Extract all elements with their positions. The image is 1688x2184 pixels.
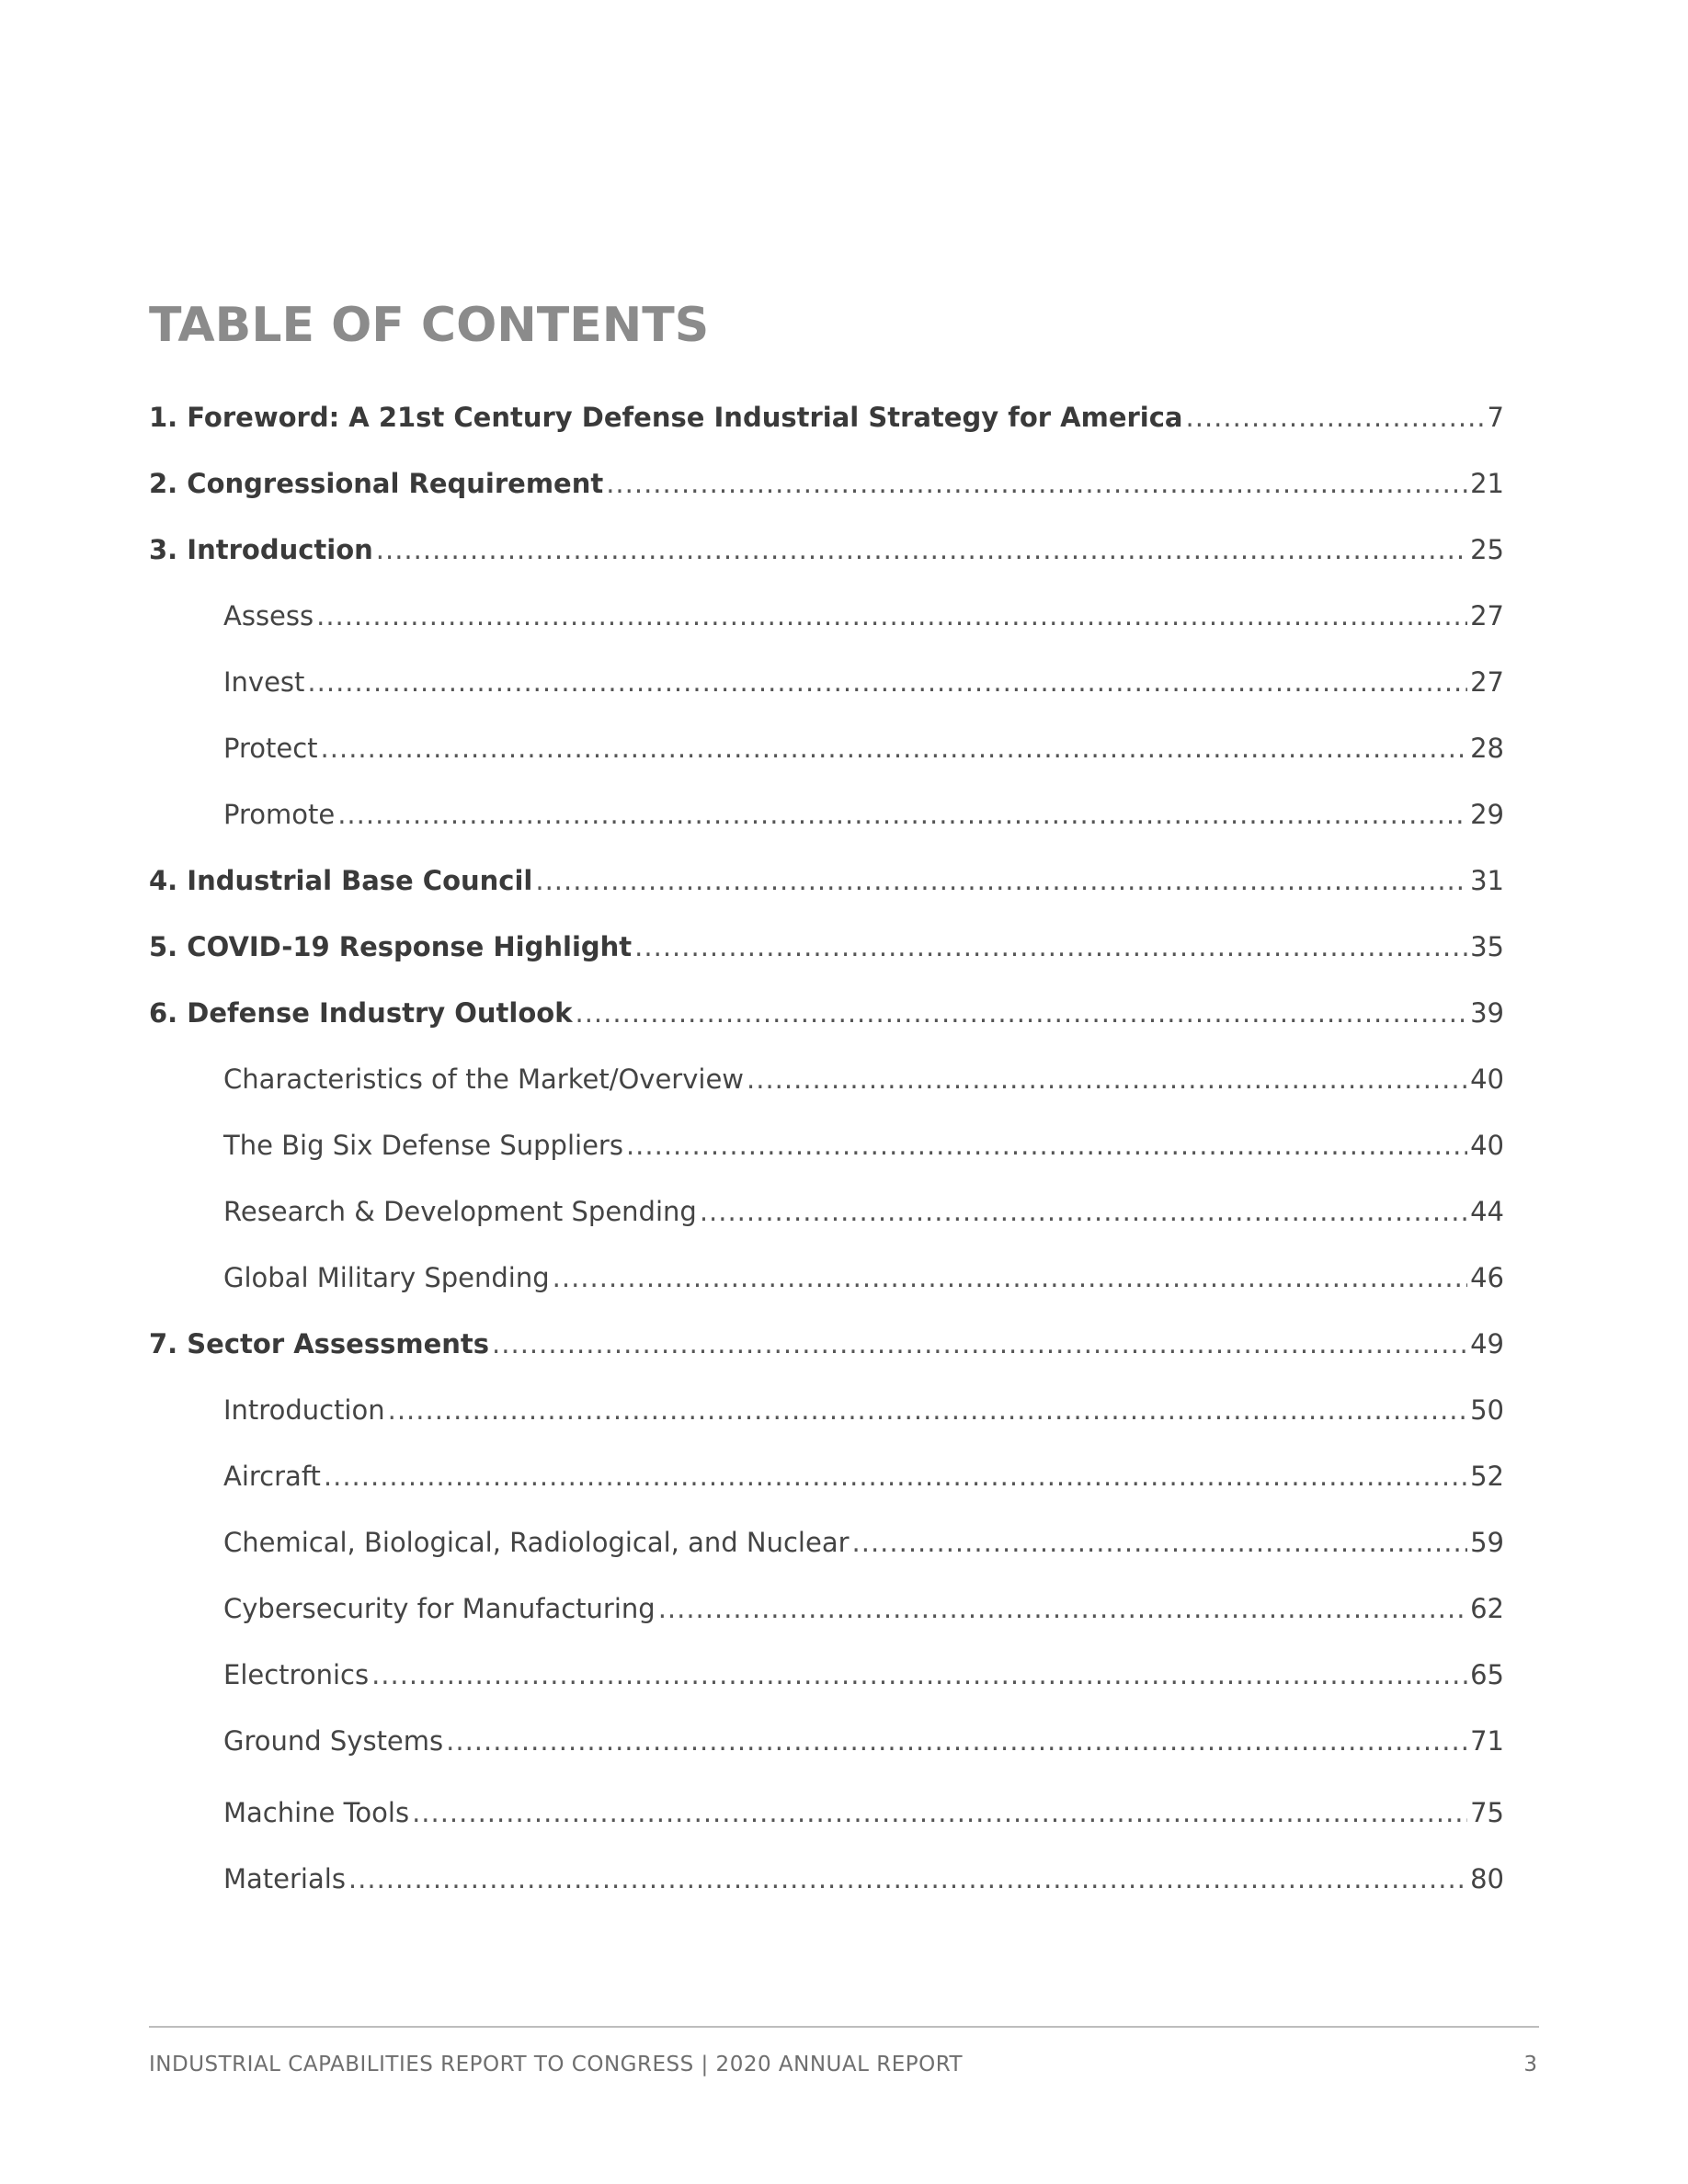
toc-dot-leader [388, 1397, 1467, 1424]
toc-entry-page-number: 49 [1470, 1328, 1504, 1359]
toc-dot-leader [852, 1530, 1468, 1556]
toc-section-entry[interactable] [149, 404, 1504, 471]
toc-dot-leader [307, 669, 1467, 696]
toc-entry-page-number: 50 [1470, 1394, 1504, 1426]
toc-entry-page-number: 39 [1470, 997, 1504, 1029]
footer-report-title: INDUSTRIAL CAPABILITIES REPORT TO CONGRESS | 2020 ANNUAL REPORT [149, 2053, 964, 2076]
toc-subsection-entry[interactable] [149, 1725, 1504, 1794]
toc-dot-leader [412, 1800, 1467, 1826]
toc-entry-page-number: 7 [1487, 402, 1504, 433]
toc-section-entry[interactable] [149, 534, 1504, 603]
toc-dot-leader [446, 1728, 1467, 1755]
toc-subsection-entry[interactable] [149, 1394, 1504, 1463]
toc-dot-leader [658, 1596, 1467, 1622]
toc-dot-leader [606, 471, 1467, 497]
toc-entry-label: Ground Systems [223, 1725, 444, 1757]
toc-entry-label: Research & Development Spending [223, 1196, 697, 1227]
toc-section-entry[interactable] [149, 997, 1504, 1066]
toc-dot-leader [1186, 404, 1485, 431]
toc-subsection-entry[interactable] [149, 1066, 1504, 1132]
toc-entry-page-number: 29 [1470, 799, 1504, 830]
toc-entry-label: Electronics [223, 1659, 370, 1690]
toc-entry-label: Cybersecurity for Manufacturing [223, 1593, 656, 1624]
toc-subsection-entry[interactable] [149, 1527, 1504, 1596]
toc-subsection-entry[interactable] [149, 1463, 1504, 1530]
toc-dot-leader [492, 1331, 1467, 1358]
toc-list [149, 404, 1504, 1932]
toc-entry-label: 2. Congressional Requirement [149, 468, 604, 499]
toc-entry-label: Characteristics of the Market/Overview [223, 1064, 745, 1095]
toc-subsection-entry[interactable] [149, 1593, 1504, 1662]
toc-dot-leader [576, 1000, 1468, 1027]
toc-entry-label: Aircraft [223, 1461, 321, 1492]
toc-entry-page-number: 65 [1470, 1659, 1504, 1690]
toc-entry-page-number: 25 [1470, 534, 1504, 565]
toc-dot-leader [376, 537, 1467, 563]
toc-entry-label: 3. Introduction [149, 534, 373, 565]
toc-entry-page-number: 28 [1470, 733, 1504, 764]
toc-entry-label: Invest [223, 666, 305, 698]
toc-subsection-entry[interactable] [149, 1659, 1504, 1728]
toc-section-entry[interactable] [149, 1328, 1504, 1397]
toc-subsection-entry[interactable] [149, 1196, 1504, 1265]
toc-subsection-entry[interactable] [149, 666, 1504, 735]
toc-subsection-entry[interactable] [149, 1262, 1504, 1331]
toc-entry-label: The Big Six Defense Suppliers [223, 1130, 623, 1161]
toc-subsection-entry[interactable] [149, 1863, 1504, 1932]
toc-subsection-entry[interactable] [149, 1797, 1504, 1866]
toc-entry-label: Global Military Spending [223, 1262, 550, 1293]
toc-dot-leader [626, 1132, 1467, 1159]
toc-entry-label: Chemical, Biological, Radiological, and Nuclear [223, 1527, 850, 1558]
toc-entry-label: 1. Foreword: A 21st Century Defense Industrial Strategy for America [149, 402, 1183, 433]
toc-section-entry[interactable] [149, 865, 1504, 934]
toc-entry-label: 7. Sector Assessments [149, 1328, 490, 1359]
toc-section-entry[interactable] [149, 468, 1504, 537]
toc-section-entry[interactable] [149, 931, 1504, 1000]
toc-entry-label: Assess [223, 600, 314, 631]
toc-dot-leader [700, 1199, 1467, 1225]
toc-entry-page-number: 46 [1470, 1262, 1504, 1293]
toc-entry-label: Machine Tools [223, 1797, 410, 1828]
toc-entry-page-number: 21 [1470, 468, 1504, 499]
toc-dot-leader [337, 802, 1467, 828]
toc-entry-page-number: 62 [1470, 1593, 1504, 1624]
toc-entry-page-number: 27 [1470, 600, 1504, 631]
toc-entry-label: Introduction [223, 1394, 385, 1426]
toc-dot-leader [634, 934, 1467, 961]
footer-divider [149, 2026, 1539, 2028]
toc-dot-leader [535, 868, 1467, 894]
toc-subsection-entry[interactable] [149, 600, 1504, 669]
toc-entry-page-number: 44 [1470, 1196, 1504, 1227]
toc-entry-label: 5. COVID-19 Response Highlight [149, 931, 633, 962]
toc-entry-page-number: 31 [1470, 865, 1504, 896]
toc-dot-leader [324, 1463, 1467, 1490]
toc-entry-label: 6. Defense Industry Outlook [149, 997, 573, 1029]
toc-subsection-entry[interactable] [149, 1132, 1504, 1199]
toc-entry-page-number: 35 [1470, 931, 1504, 962]
toc-entry-page-number: 40 [1470, 1130, 1504, 1161]
toc-entry-label: Promote [223, 799, 336, 830]
toc-entry-page-number: 27 [1470, 666, 1504, 698]
toc-dot-leader [348, 1866, 1467, 1893]
toc-entry-page-number: 59 [1470, 1527, 1504, 1558]
toc-entry-label: Protect [223, 733, 318, 764]
toc-dot-leader [747, 1066, 1467, 1093]
toc-entry-page-number: 71 [1470, 1725, 1504, 1757]
toc-entry-page-number: 80 [1470, 1863, 1504, 1894]
toc-subsection-entry[interactable] [149, 799, 1504, 868]
toc-entry-label: Materials [223, 1863, 346, 1894]
toc-dot-leader [553, 1265, 1467, 1291]
toc-dot-leader [316, 603, 1467, 630]
toc-dot-leader [321, 735, 1468, 762]
toc-dot-leader [371, 1662, 1467, 1689]
toc-entry-page-number: 52 [1470, 1461, 1504, 1492]
toc-subsection-entry[interactable] [149, 735, 1504, 802]
footer-page-number: 3 [1523, 2053, 1537, 2076]
toc-entry-label: 4. Industrial Base Council [149, 865, 533, 896]
toc-entry-page-number: 75 [1470, 1797, 1504, 1828]
page-title: TABLE OF CONTENTS [149, 298, 710, 353]
toc-entry-page-number: 40 [1470, 1064, 1504, 1095]
